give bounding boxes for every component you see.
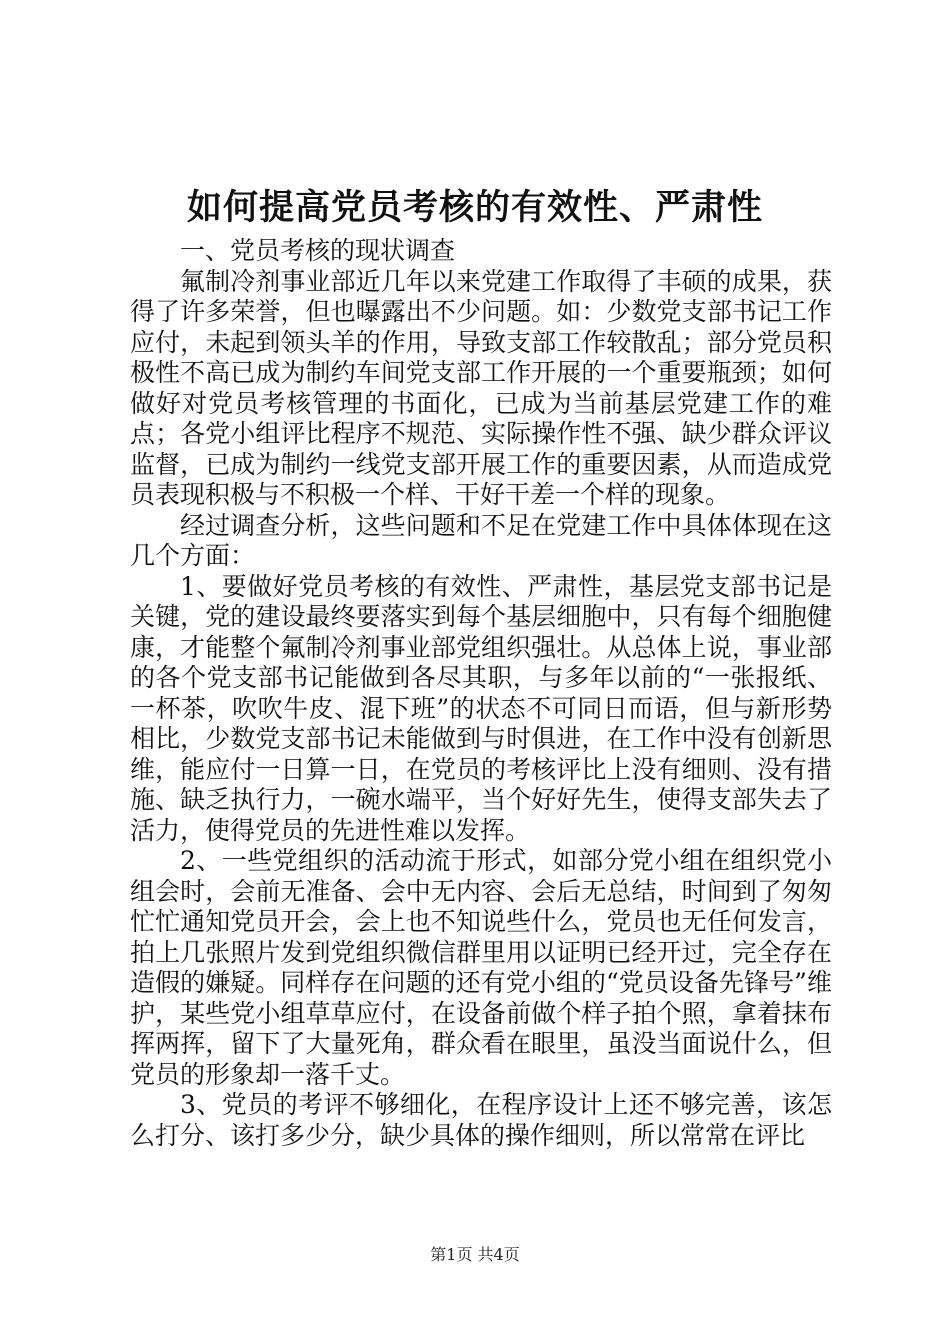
section-heading: 一、党员考核的现状调查: [180, 236, 456, 265]
body-paragraph: 氟制冷剂事业部近几年以来党建工作取得了丰硕的成果，获得了许多荣誉，但也曝露出不少问题。如：少数党支部书记工作应付，未起到领头羊的作用，导致支部工作较散乱；部分党员积极性不高已成为制约车间党支部工作开展的一个重要瓶颈；如何做好对党员考核管理的书面化，已成为当前基层党建工作的难点；各党小组评比程序不规范、实际操作性不强、缺少群众评议监督，已成为制约一线党支部开展工作的重要因素，从而造成党员表现积极与不积极一个样、干好干差一个样的现象。: [130, 266, 832, 509]
body-paragraph: 2、一些党组织的活动流于形式，如部分党小组在组织党小组会时，会前无准备、会中无内容、会后无总结，时间到了匆匆忙忙通知党员开会，会上也不知说些什么，党员也无任何发言，拍上几张照片发到党组织微信群里用以证明已经开过，完全存在造假的嫌疑。同样存在问题的还有党小组的“党员设备先锋号”维护，某些党小组草草应付，在设备前做个样子拍个照，拿着抹布挥两挥，留下了大量死角，群众看在眼里，虽没当面说什么，但党员的形象却一落千丈。: [130, 846, 832, 1089]
body-paragraph: 经过调查分析，这些问题和不足在党建工作中具体体现在这几个方面：: [130, 510, 832, 570]
page-number-footer: 第1页 共4页: [430, 1245, 520, 1264]
document-body: [130, 236, 832, 1151]
body-paragraph: 3、党员的考评不够细化，在程序设计上还不够完善，该怎么打分、该打多少分，缺少具体的操作细则，所以常常在评比: [130, 1090, 832, 1150]
body-paragraph: 1、要做好党员考核的有效性、严肃性，基层党支部书记是关键，党的建设最终要落实到每个基层细胞中，只有每个细胞健康，才能整个氟制冷剂事业部党组织强壮。从总体上说，事业部的各个党支部书记能做到各尽其职，与多年以前的“一张报纸、一杯茶，吹吹牛皮、混下班”的状态不可同日而语，但与新形势相比，少数党支部书记未能做到与时俱进，在工作中没有创新思维，能应付一日算一日，在党员的考核评比上没有细则、没有措施、缺乏执行力，一碗水端平，当个好好先生，使得支部失去了活力，使得党员的先进性难以发挥。: [130, 571, 832, 845]
document-title: 如何提高党员考核的有效性、严肃性: [186, 187, 763, 228]
